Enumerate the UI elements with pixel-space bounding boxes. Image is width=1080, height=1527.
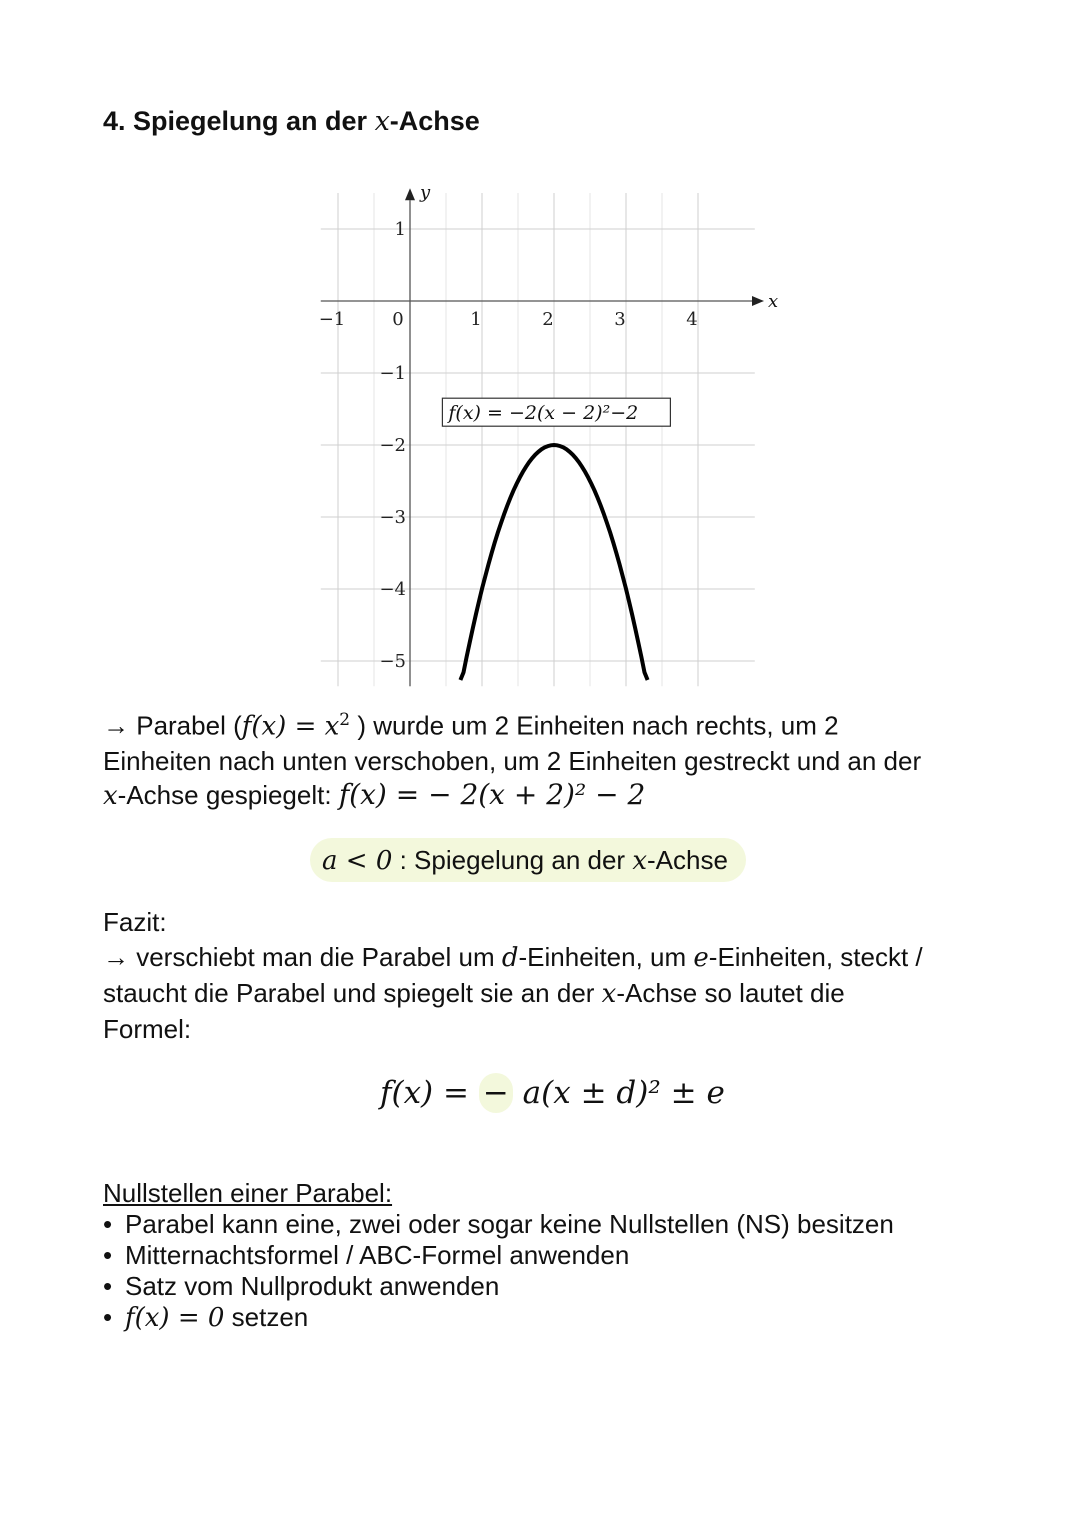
- y-axis-label: y: [420, 182, 431, 204]
- zeros-title: Nullstellen einer Parabel:: [103, 1178, 393, 1208]
- general-formula: f(x) = − a(x ± d)² ± e: [380, 1075, 725, 1111]
- x-axis-label: x: [768, 291, 779, 312]
- conclusion-title: Fazit:: [103, 907, 167, 937]
- x-tick-label: 3: [614, 309, 626, 330]
- x-tick-label: 0: [392, 309, 404, 330]
- list-item: • Satz vom Nullprodukt anwenden: [103, 1271, 1023, 1302]
- y-axis-arrow: [405, 188, 415, 200]
- x-axis-arrow: [752, 296, 764, 306]
- minus-highlight: −: [479, 1073, 513, 1113]
- parabola-chart: [300, 170, 779, 680]
- y-tick-label: −5: [379, 651, 406, 672]
- list-item: • Mitternachtsformel / ABC-Formel anwenden: [103, 1240, 1023, 1271]
- y-tick-label: −2: [379, 435, 406, 456]
- chart-tick-labels: [319, 182, 778, 672]
- y-tick-label: 1: [394, 219, 406, 240]
- y-tick-label: −4: [379, 579, 406, 600]
- explanation-paragraph: → Parabel ($f(x) = x^2$ ) wurde um 2 Einheiten nach rechts, um 2 Einheiten nach unten verschoben, um 2 Einheiten gestreckt und an der x-Achse gespiegelt: f(x) = − 2(x + 2)² − 2: [103, 710, 922, 811]
- list-item: • f(x) = 0 setzen: [103, 1302, 1023, 1334]
- zeros-section: [103, 1178, 1023, 1334]
- x-tick-label: 2: [542, 309, 554, 330]
- zeros-list: [103, 1209, 1023, 1334]
- reflection-rule-highlight: a < 0 : Spiegelung an der x-Achse: [310, 838, 746, 882]
- y-tick-label: −3: [379, 507, 406, 528]
- section-heading: 4. Spiegelung an der x-Achse: [103, 106, 480, 137]
- list-item: • Parabel kann eine, zwei oder sogar keine Nullstellen (NS) besitzen: [103, 1209, 1023, 1240]
- x-tick-label: 4: [686, 309, 698, 330]
- y-tick-label: −1: [379, 363, 406, 384]
- x-tick-label: 1: [470, 309, 482, 330]
- x-tick-label: −1: [318, 309, 346, 330]
- conclusion-block: Fazit: → verschiebt man die Parabel um d-Einheiten, um e-Einheiten, steckt / staucht die Parabel und spiegelt sie an der x-Achse so lautet die Formel:: [103, 905, 1003, 1047]
- function-label-text: f(x) = −2(x − 2)²−2: [448, 402, 639, 425]
- function-label: [442, 398, 670, 426]
